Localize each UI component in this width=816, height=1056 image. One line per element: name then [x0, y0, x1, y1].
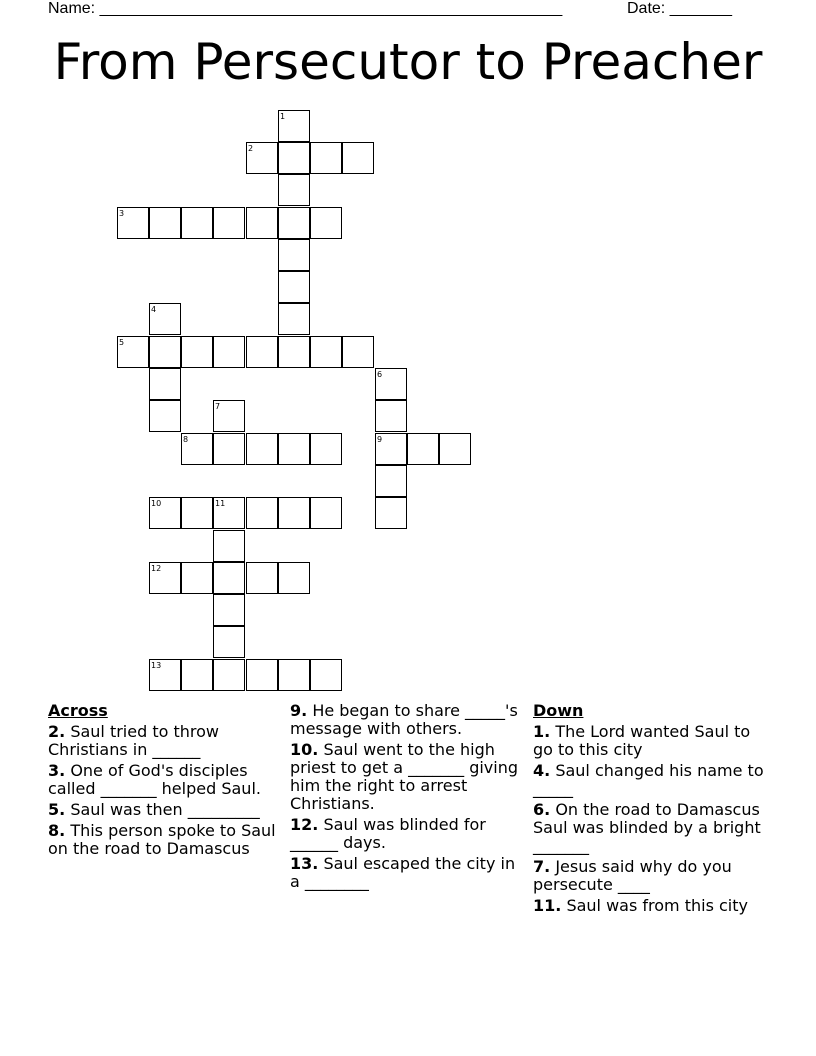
grid-cell[interactable]	[278, 207, 310, 239]
grid-cell[interactable]	[213, 659, 245, 691]
grid-cell[interactable]	[310, 497, 342, 529]
grid-cell[interactable]	[246, 336, 278, 368]
clue-number: 13	[151, 661, 162, 670]
grid-cell[interactable]	[149, 207, 181, 239]
grid-cell[interactable]	[246, 207, 278, 239]
clue-number: 12	[151, 564, 162, 573]
clue-down-4: 4. Saul changed his name to _____	[533, 761, 764, 798]
clue-number: 1	[280, 112, 286, 121]
grid-cell[interactable]	[310, 433, 342, 465]
grid-cell[interactable]	[213, 626, 245, 658]
clues-column-3	[533, 702, 765, 918]
clue-across-9: 9. He began to share _____'s message with others.	[290, 701, 518, 738]
page-title: From Persecutor to Preacher	[53, 33, 763, 91]
clue-across-3: 3. One of God's disciples called _______ helped Saul.	[48, 761, 261, 798]
grid-cell[interactable]	[278, 174, 310, 206]
grid-cell[interactable]	[213, 497, 245, 529]
clues-column-1	[48, 702, 280, 861]
clue-number: 8	[183, 435, 189, 444]
grid-cell[interactable]	[149, 659, 181, 691]
name-field[interactable]: Name: ____________________________________________________	[48, 0, 563, 17]
clue-number: 5	[119, 338, 125, 347]
clue-down-7: 7. Jesus said why do you persecute ____	[533, 857, 732, 894]
grid-cell[interactable]	[246, 659, 278, 691]
grid-cell[interactable]	[278, 271, 310, 303]
clue-number: 7	[215, 402, 221, 411]
clue-across-5: 5. Saul was then _________	[48, 800, 260, 819]
clues-column-2	[290, 702, 522, 894]
clue-across-8: 8. This person spoke to Saul on the road to Damascus	[48, 821, 276, 858]
grid-cell[interactable]	[375, 433, 407, 465]
grid-cell[interactable]	[278, 562, 310, 594]
clue-number: 4	[151, 305, 157, 314]
clue-down-6: 6. On the road to Damascus Saul was blinded by a bright _______	[533, 800, 761, 855]
grid-cell[interactable]	[213, 336, 245, 368]
grid-cell[interactable]	[375, 400, 407, 432]
grid-cell[interactable]	[181, 497, 213, 529]
grid-cell[interactable]	[213, 562, 245, 594]
grid-cell[interactable]	[310, 207, 342, 239]
grid-cell[interactable]	[278, 433, 310, 465]
grid-cell[interactable]	[375, 368, 407, 400]
clue-number: 6	[377, 370, 383, 379]
grid-cell[interactable]	[213, 400, 245, 432]
grid-cell[interactable]	[149, 400, 181, 432]
grid-cell[interactable]	[246, 562, 278, 594]
date-field[interactable]: Date: _______	[627, 0, 732, 17]
grid-cell[interactable]	[278, 303, 310, 335]
grid-cell[interactable]	[181, 562, 213, 594]
grid-cell[interactable]	[213, 530, 245, 562]
grid-cell[interactable]	[246, 142, 278, 174]
grid-cell[interactable]	[246, 433, 278, 465]
grid-cell[interactable]	[117, 336, 149, 368]
grid-cell[interactable]	[149, 303, 181, 335]
down-heading: Down	[533, 701, 584, 720]
grid-cell[interactable]	[213, 207, 245, 239]
clue-across-12: 12. Saul was blinded for ______ days.	[290, 815, 486, 852]
grid-cell[interactable]	[278, 239, 310, 271]
grid-cell[interactable]	[149, 497, 181, 529]
grid-cell[interactable]	[246, 497, 278, 529]
clue-across-13: 13. Saul escaped the city in a ________	[290, 854, 516, 891]
clue-down-1: 1. The Lord wanted Saul to go to this city	[533, 722, 751, 759]
grid-cell[interactable]	[181, 207, 213, 239]
grid-cell[interactable]	[278, 110, 310, 142]
clue-down-11: 11. Saul was from this city	[533, 896, 748, 915]
clue-number: 11	[215, 499, 226, 508]
grid-cell[interactable]	[342, 142, 374, 174]
clue-number: 9	[377, 435, 383, 444]
grid-cell[interactable]	[375, 465, 407, 497]
grid-cell[interactable]	[117, 207, 149, 239]
grid-cell[interactable]	[181, 433, 213, 465]
grid-cell[interactable]	[278, 659, 310, 691]
grid-cell[interactable]	[310, 336, 342, 368]
grid-cell[interactable]	[149, 368, 181, 400]
clue-number: 2	[248, 144, 254, 153]
grid-cell[interactable]	[181, 659, 213, 691]
across-heading: Across	[48, 701, 108, 720]
grid-cell[interactable]	[213, 433, 245, 465]
grid-cell[interactable]	[439, 433, 471, 465]
grid-cell[interactable]	[278, 336, 310, 368]
grid-cell[interactable]	[149, 562, 181, 594]
clue-number: 10	[151, 499, 162, 508]
grid-cell[interactable]	[342, 336, 374, 368]
grid-cell[interactable]	[149, 336, 181, 368]
grid-cell[interactable]	[278, 497, 310, 529]
clue-across-2: 2. Saul tried to throw Christians in ______	[48, 722, 219, 759]
grid-cell[interactable]	[375, 497, 407, 529]
grid-cell[interactable]	[310, 659, 342, 691]
grid-cell[interactable]	[213, 594, 245, 626]
clue-across-10: 10. Saul went to the high priest to get a _______ giving him the right to arrest Christians.	[290, 740, 519, 813]
clue-number: 3	[119, 209, 125, 218]
grid-cell[interactable]	[407, 433, 439, 465]
grid-cell[interactable]	[181, 336, 213, 368]
grid-cell[interactable]	[310, 142, 342, 174]
grid-cell[interactable]	[278, 142, 310, 174]
